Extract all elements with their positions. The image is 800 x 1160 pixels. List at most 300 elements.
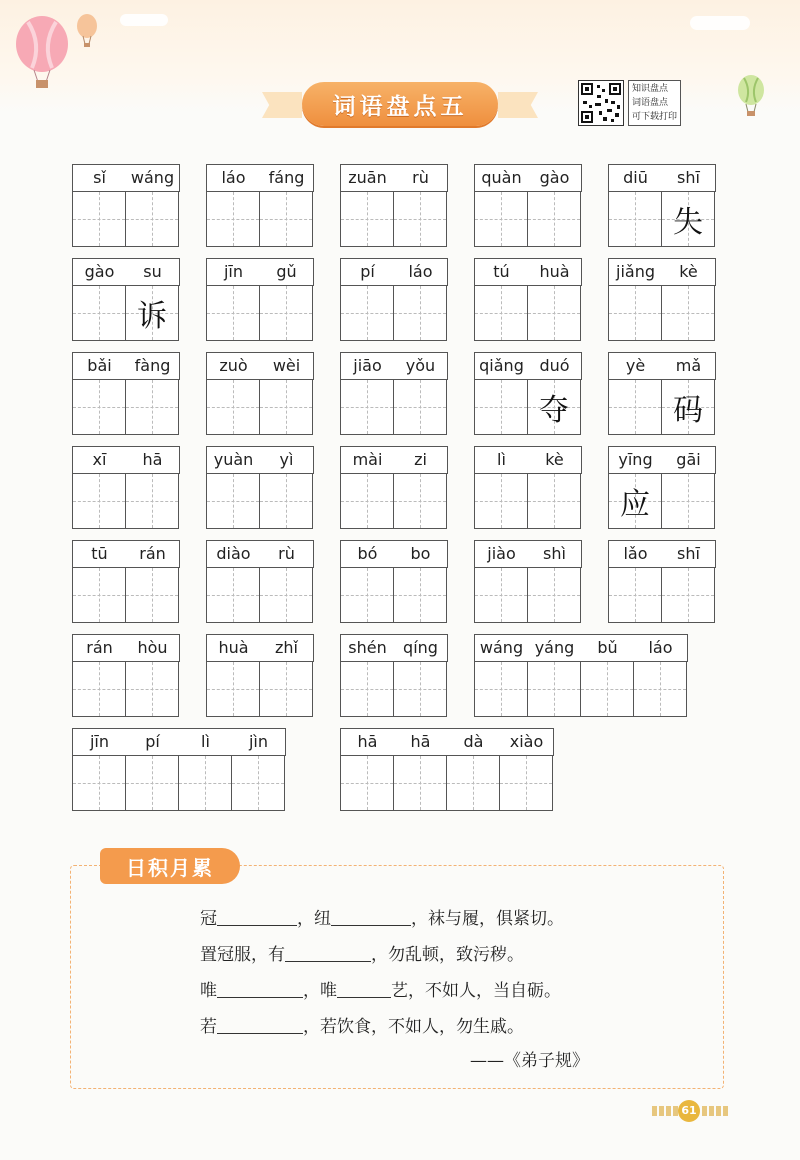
word-box [474,258,582,342]
tianzige-cell[interactable] [633,661,687,717]
poem-text: ，勿乱顿，致污秽。 [371,945,524,965]
qr-label: 词语盘点 [632,98,669,108]
cell-character [475,474,527,528]
character-cells [340,661,447,717]
word-box [340,728,554,812]
cell-character [126,662,178,716]
cell-character [394,474,446,528]
tianzige-cell[interactable] [206,285,260,341]
pinyin-syllable: gào [539,168,570,187]
word-box [340,634,448,718]
hot-air-balloon-icon [8,14,78,90]
character-cells [340,379,447,435]
tianzige-cell[interactable] [206,567,260,623]
pinyin-syllable: lì [497,450,506,469]
tianzige-cell[interactable] [661,567,715,623]
tianzige-cell[interactable] [125,191,179,247]
tianzige-cell[interactable] [474,191,528,247]
pinyin-row [206,634,314,662]
tianzige-cell[interactable] [474,379,528,435]
tianzige-cell[interactable] [608,567,662,623]
tianzige-cell[interactable] [125,567,179,623]
word-box [72,446,180,530]
poem-text: ，唯 [303,981,337,1001]
tianzige-cell[interactable] [661,191,715,247]
tianzige-cell[interactable] [474,285,528,341]
tianzige-cell[interactable] [72,661,126,717]
pinyin-syllable: dà [463,732,484,751]
character-cells [206,285,313,341]
character-cells [340,473,447,529]
tianzige-cell[interactable] [340,661,394,717]
pinyin-row [608,164,716,192]
cell-character [260,380,312,434]
pinyin-syllable: mǎ [675,356,702,375]
character-cells [206,661,313,717]
tianzige-cell[interactable] [661,473,715,529]
tianzige-cell[interactable] [474,567,528,623]
tianzige-cell[interactable] [608,473,662,529]
tianzige-cell[interactable] [393,567,447,623]
pinyin-syllable: fáng [268,168,305,187]
pinyin-row [340,258,448,286]
tianzige-cell[interactable] [259,191,313,247]
character-cells [608,379,715,435]
title-pill [302,82,498,126]
pinyin-row [72,446,180,474]
pinyin-syllable: quàn [481,168,522,187]
pinyin-row [340,352,448,380]
pinyin-syllable: fàng [134,356,171,375]
cell-character [475,286,527,340]
poem-text: ，纽 [297,909,331,929]
pinyin-syllable: gào [84,262,115,281]
pinyin-syllable: xī [92,450,107,469]
pinyin-row [206,258,314,286]
character-cells [206,473,313,529]
character-cells [474,285,581,341]
cell-character [528,286,580,340]
pinyin-row [72,164,180,192]
pinyin-syllable: bo [410,544,431,563]
pinyin-row [206,164,314,192]
character-cells [340,567,447,623]
pinyin-syllable: rù [412,168,429,187]
character-cells [72,379,179,435]
pinyin-syllable: qíng [403,638,438,657]
page-number [652,1100,728,1122]
word-box [608,164,716,248]
word-box [206,446,314,530]
word-box [206,352,314,436]
word-box [340,352,448,436]
pinyin-syllable: zhǐ [275,638,298,657]
cell-character [73,286,125,340]
tianzige-cell[interactable] [661,379,715,435]
pinyin-syllable: bǔ [597,638,618,657]
tianzige-cell[interactable] [125,473,179,529]
tianzige-cell[interactable] [393,661,447,717]
pinyin-syllable: yáng [534,638,575,657]
tianzige-cell[interactable] [206,473,260,529]
pinyin-syllable: jìn [248,732,269,751]
poem-source: ——《弟子规》 [470,1051,589,1071]
tianzige-cell[interactable] [259,473,313,529]
word-box [474,634,688,718]
tianzige-cell[interactable] [608,285,662,341]
word-box [608,540,716,624]
pinyin-syllable: xiào [509,732,544,751]
word-box [340,258,448,342]
tianzige-cell[interactable] [72,191,126,247]
pinyin-syllable: rù [278,544,295,563]
tianzige-cell[interactable] [178,755,232,811]
cell-character [341,380,393,434]
tianzige-cell[interactable] [527,661,581,717]
word-box [72,164,180,248]
tianzige-cell[interactable] [474,473,528,529]
cell-character [73,662,125,716]
pinyin-syllable: yè [625,356,646,375]
word-box [608,446,716,530]
pinyin-row [474,352,582,380]
pinyin-row [608,446,716,474]
cell-character [207,286,259,340]
pinyin-row [72,352,180,380]
character-cells [206,567,313,623]
cell-character [394,380,446,434]
pinyin-syllable: gāi [676,450,701,469]
tianzige-cell[interactable] [72,567,126,623]
answer-blank[interactable] [217,979,303,998]
pinyin-syllable: zi [414,450,427,469]
pinyin-syllable: hā [357,732,378,751]
pinyin-syllable: jiāo [353,356,382,375]
badge-label: 日积月累 [126,855,214,880]
tianzige-cell[interactable] [231,755,285,811]
pinyin-syllable: huà [539,262,570,281]
cell-character [394,568,446,622]
page-title-banner [262,80,538,130]
pinyin-row [72,540,180,568]
cell-character [73,380,125,434]
pinyin-syllable: tú [493,262,510,281]
cell-character [447,756,499,810]
tianzige-cell[interactable] [393,379,447,435]
pinyin-syllable: yuàn [213,450,254,469]
poem-text: 冠 [200,909,217,929]
tianzige-cell[interactable] [340,755,394,811]
cell-character [341,568,393,622]
cell-character [528,192,580,246]
pinyin-syllable: zuān [348,168,387,187]
character-cells [474,661,687,717]
pinyin-syllable: hā [142,450,163,469]
tianzige-cell[interactable] [527,191,581,247]
tianzige-cell[interactable] [499,755,553,811]
pinyin-row [608,352,716,380]
character-cells [72,191,179,247]
page-number-text: 61 [678,1100,700,1122]
pinyin-syllable: huà [218,638,249,657]
pinyin-row [474,446,582,474]
answer-blank[interactable] [217,1015,303,1034]
character-cells [72,285,179,341]
cell-character [475,380,527,434]
pinyin-syllable: lǎo [623,544,648,563]
pinyin-row [72,634,180,662]
character-cells [474,191,581,247]
character-cells [608,567,715,623]
cell-character [207,568,259,622]
cell-character [126,756,178,810]
answer-blank[interactable] [285,943,371,962]
cell-character [179,756,231,810]
tianzige-cell[interactable] [125,379,179,435]
cell-character [73,474,125,528]
answer-blank[interactable] [331,907,411,926]
tianzige-cell[interactable] [661,285,715,341]
cell-character [341,192,393,246]
cell-character [341,474,393,528]
pinyin-row [206,540,314,568]
tianzige-cell[interactable] [340,191,394,247]
pinyin-syllable: rán [139,544,166,563]
pinyin-row [474,258,582,286]
cell-character [73,192,125,246]
character-cells [474,473,581,529]
poem-line [200,906,564,932]
word-box [72,728,286,812]
tianzige-cell[interactable] [393,473,447,529]
pinyin-syllable: sǐ [93,168,106,187]
cell-character [126,380,178,434]
pinyin-syllable: láo [408,262,433,281]
pinyin-syllable: yǒu [405,356,436,375]
cell-character [581,662,633,716]
pinyin-row [340,540,448,568]
word-box [474,164,582,248]
cell-character [528,568,580,622]
tianzige-cell[interactable] [340,285,394,341]
tianzige-cell[interactable] [527,379,581,435]
pinyin-syllable: hā [410,732,431,751]
tianzige-cell[interactable] [474,661,528,717]
cell-character [126,474,178,528]
character-cells [72,473,179,529]
pinyin-row [72,728,286,756]
tianzige-cell[interactable] [206,379,260,435]
tianzige-cell[interactable] [125,285,179,341]
pinyin-syllable: hòu [137,638,168,657]
pinyin-syllable: yì [279,450,294,469]
word-box [72,634,180,718]
pinyin-syllable: su [143,262,162,281]
cell-character: 诉 [137,299,167,334]
cell-character [260,192,312,246]
pinyin-row [206,352,314,380]
poem-text: 艺，不如人，当自砺。 [391,981,561,1001]
character-cells [340,191,447,247]
pinyin-syllable: qiǎng [479,356,524,375]
pinyin-syllable: láo [221,168,246,187]
qr-code-icon[interactable] [578,80,624,126]
pinyin-syllable: duó [539,356,570,375]
pinyin-row [608,258,716,286]
pinyin-syllable: gǔ [276,262,297,281]
cell-character [394,286,446,340]
tianzige-cell[interactable] [527,567,581,623]
pinyin-syllable: pí [360,262,375,281]
poem-text: ，若饮食，不如人，勿生戚。 [303,1017,524,1037]
pinyin-syllable: láo [648,638,673,657]
cell-character [260,286,312,340]
poem-text: 置冠服，有 [200,945,285,965]
cell-character [475,568,527,622]
character-cells [340,755,553,811]
tianzige-cell[interactable] [527,285,581,341]
poem-text: 若 [200,1017,217,1037]
cell-character [126,192,178,246]
cell-character [207,192,259,246]
tianzige-cell[interactable] [393,191,447,247]
ribbon-left [262,92,302,118]
tianzige-cell[interactable] [446,755,500,811]
cell-character: 应 [620,487,650,522]
tianzige-cell[interactable] [393,285,447,341]
cell-character [500,756,552,810]
pinyin-syllable: lì [201,732,210,751]
pinyin-syllable: tū [91,544,108,563]
green-balloon-icon [734,74,768,118]
pinyin-syllable: shén [348,638,387,657]
pinyin-syllable: shī [677,168,700,187]
tianzige-cell[interactable] [340,379,394,435]
cell-character [341,662,393,716]
word-box [206,258,314,342]
cell-character [207,474,259,528]
word-box [206,164,314,248]
cell-character [609,192,661,246]
pinyin-syllable: jiǎng [616,262,655,281]
pinyin-row [340,446,448,474]
cell-character: 码 [673,393,703,428]
pinyin-row [608,540,716,568]
ribbon-right [498,92,538,118]
poem-line [200,942,524,968]
word-box [474,540,582,624]
tianzige-cell[interactable] [206,191,260,247]
pinyin-row [206,446,314,474]
character-cells [608,473,715,529]
tianzige-cell[interactable] [125,661,179,717]
poem-text: ，袜与履，俱紧切。 [411,909,564,929]
tianzige-cell[interactable] [72,379,126,435]
pinyin-syllable: rán [86,638,113,657]
cell-character [260,474,312,528]
tianzige-cell[interactable] [259,567,313,623]
tianzige-cell[interactable] [72,285,126,341]
pinyin-row [340,164,448,192]
pinyin-row [72,258,180,286]
word-box [72,258,180,342]
character-cells [474,567,581,623]
tianzige-cell[interactable] [259,661,313,717]
word-box [340,540,448,624]
pinyin-row [474,634,688,662]
tianzige-cell[interactable] [340,473,394,529]
cell-character [126,568,178,622]
cloud-decoration [120,14,168,26]
pinyin-syllable: diū [623,168,648,187]
pinyin-row [340,634,448,662]
tianzige-cell[interactable] [206,661,260,717]
qr-label: 知识盘点 [632,84,669,94]
word-box [206,634,314,718]
cell-character [609,286,661,340]
cell-character [260,662,312,716]
cell-character [528,662,580,716]
tianzige-cell[interactable] [608,191,662,247]
tianzige-cell[interactable] [72,755,126,811]
poem-text: 唯 [200,981,217,1001]
cell-character [207,662,259,716]
pinyin-syllable: zuò [219,356,248,375]
tianzige-cell[interactable] [527,473,581,529]
character-cells [72,661,179,717]
tianzige-cell[interactable] [259,379,313,435]
tianzige-cell[interactable] [259,285,313,341]
cloud-decoration [690,16,750,30]
character-cells [608,191,715,247]
pinyin-syllable: jīn [223,262,244,281]
pinyin-syllable: wáng [479,638,524,657]
tianzige-cell[interactable] [125,755,179,811]
pinyin-syllable: shì [543,544,566,563]
cell-character [634,662,686,716]
word-box [340,164,448,248]
tianzige-cell[interactable] [393,755,447,811]
word-box [340,446,448,530]
pinyin-syllable: kè [545,450,564,469]
tianzige-cell[interactable] [340,567,394,623]
tianzige-cell[interactable] [580,661,634,717]
word-box [474,446,582,530]
cell-character [260,568,312,622]
pinyin-row [340,728,554,756]
cell-character [73,568,125,622]
poem-line [200,978,561,1004]
pinyin-syllable: bǎi [87,356,112,375]
answer-blank[interactable] [337,979,391,998]
answer-blank[interactable] [217,907,297,926]
cell-character [475,662,527,716]
cell-character [475,192,527,246]
pinyin-row [474,164,582,192]
accumulation-box [70,865,724,1089]
cell-character [394,756,446,810]
pinyin-syllable: wáng [130,168,175,187]
tianzige-cell[interactable] [608,379,662,435]
page-number-deco [702,1106,728,1116]
pinyin-syllable: bó [357,544,378,563]
small-balloon-icon [74,14,100,48]
cell-character [609,568,661,622]
pinyin-syllable: shī [677,544,700,563]
cell-character [73,756,125,810]
tianzige-cell[interactable] [72,473,126,529]
cell-character [609,380,661,434]
